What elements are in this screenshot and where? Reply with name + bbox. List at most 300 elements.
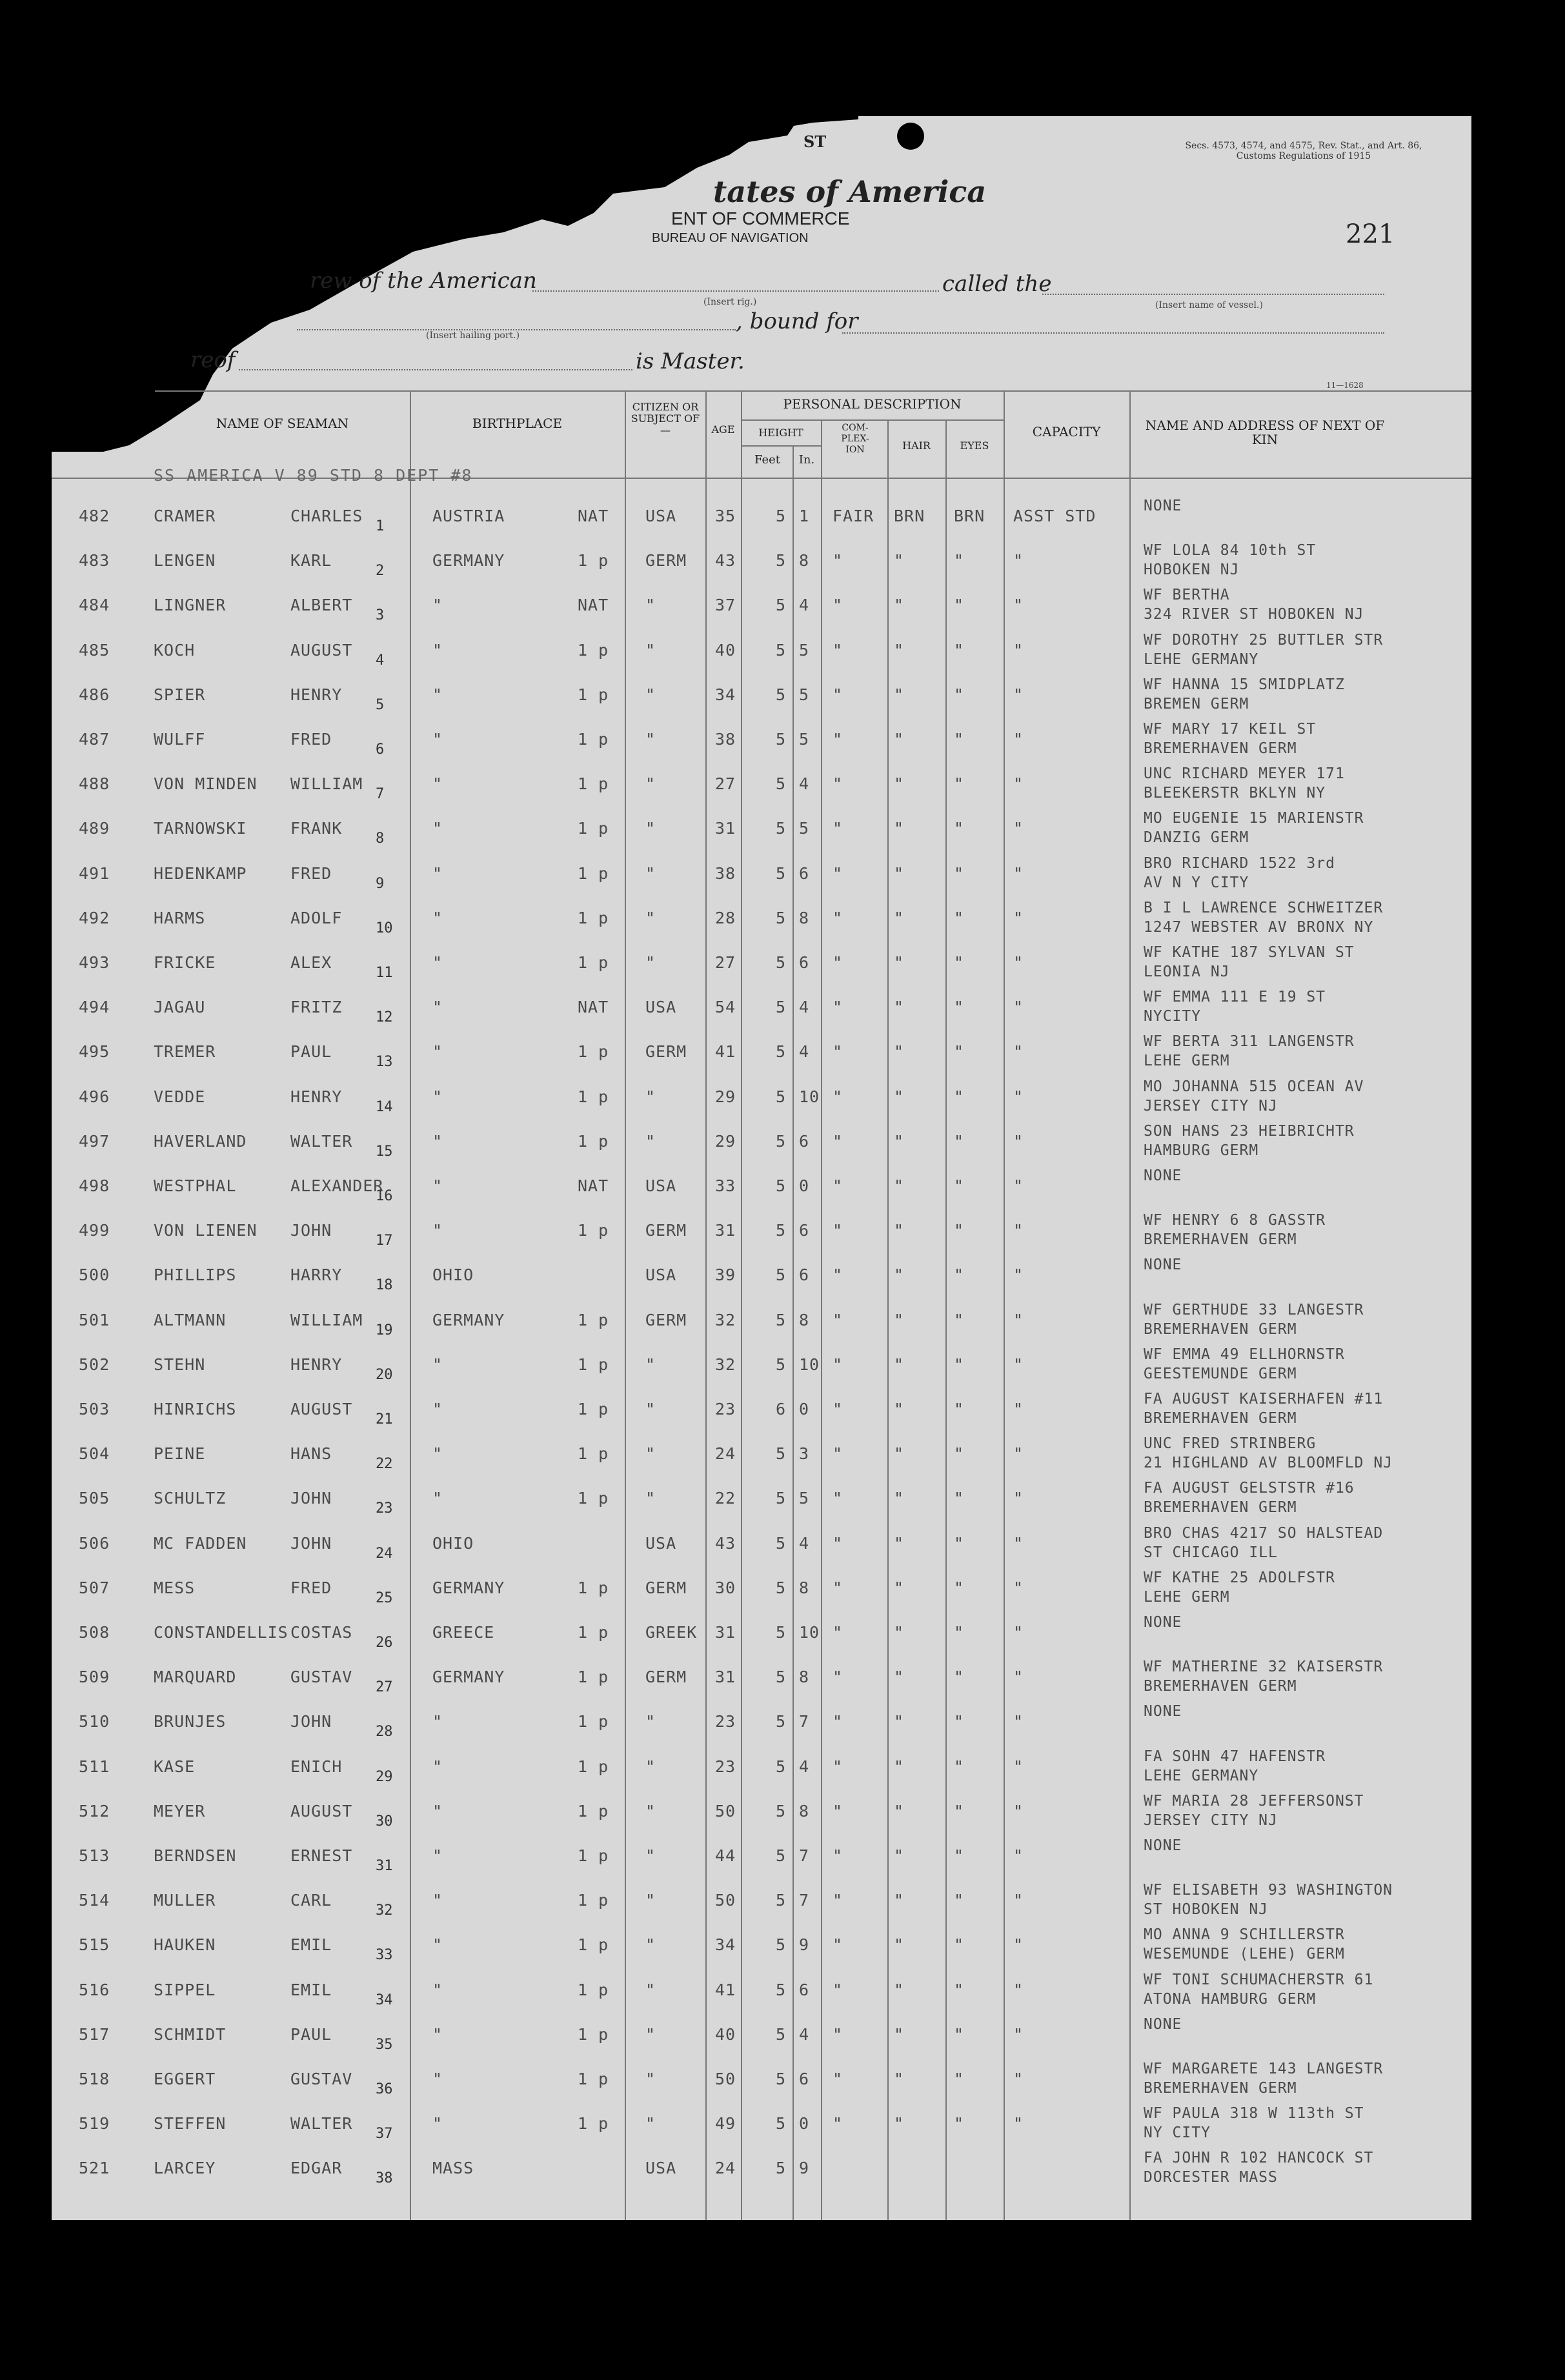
naturalization: 1 p (578, 640, 609, 660)
naturalization: 1 p (578, 1980, 609, 1999)
height-feet: 5 (776, 2114, 787, 2133)
seaman-list-number: 489 (79, 819, 110, 838)
seaman-given-name: HARRY (290, 1266, 343, 1285)
seaman-list-number: 500 (79, 1266, 110, 1285)
naturalization: 1 p (578, 1891, 609, 1910)
seaman-given-name: ENICH (290, 1757, 343, 1776)
complexion: " (833, 1623, 843, 1642)
seaman-list-number: 521 (79, 2159, 110, 2178)
capacity: " (1013, 1980, 1024, 1999)
seaman-given-name: EMIL (290, 1935, 332, 1955)
naturalization: 1 p (578, 1801, 609, 1820)
complexion: " (833, 1400, 843, 1418)
complexion: FAIR (833, 507, 874, 525)
seaman-given-name: ALEX (290, 953, 332, 972)
eye-color: " (954, 1444, 965, 1464)
row-line-number: 14 (376, 1098, 393, 1115)
seaman-surname: WESTPHAL (154, 1176, 237, 1195)
hair-color: " (894, 685, 905, 704)
complexion: " (833, 596, 843, 615)
height-feet: 5 (776, 774, 787, 794)
seaman-list-number: 484 (79, 596, 110, 615)
citizenship: " (645, 2114, 656, 2133)
age: 24 (715, 2159, 736, 2178)
citizenship: " (645, 1355, 656, 1374)
naturalization: 1 p (578, 953, 609, 972)
next-of-kin-address: AV N Y CITY (1144, 874, 1249, 891)
eye-color: " (954, 998, 965, 1017)
next-of-kin-name: SON HANS 23 HEIBRICHTR (1144, 1122, 1355, 1140)
hair-color: " (894, 1757, 905, 1776)
col-divider-height (821, 419, 822, 2220)
citizenship: GERM (645, 1310, 687, 1329)
capacity: " (1013, 1623, 1024, 1642)
height-inches: 8 (799, 908, 810, 927)
naturalization: 1 p (578, 730, 609, 749)
seaman-list-number: 493 (79, 953, 110, 972)
seaman-surname: VON MINDEN (154, 774, 257, 794)
seaman-surname: FRICKE (154, 953, 216, 972)
row-line-number: 2 (376, 563, 385, 580)
complexion: " (833, 819, 843, 838)
complexion: " (833, 1668, 843, 1687)
age: 31 (715, 819, 736, 838)
capacity: " (1013, 998, 1024, 1017)
capacity: " (1013, 1444, 1024, 1464)
next-of-kin-name: WF MARIA 28 JEFFERSONST (1144, 1792, 1364, 1810)
eye-color: " (954, 596, 965, 615)
height-inches: 6 (799, 953, 810, 972)
capacity: " (1013, 730, 1024, 749)
naturalization: 1 p (578, 774, 609, 794)
next-of-kin-name: WF KATHE 187 SYLVAN ST (1144, 944, 1355, 961)
col-divider-eyes (1004, 390, 1005, 2220)
citizenship: " (645, 640, 656, 660)
citizenship: " (645, 863, 656, 883)
insert-vessel-caption: (Insert name of vessel.) (1155, 300, 1263, 310)
height-feet: 5 (776, 1935, 787, 1955)
age: 38 (715, 863, 736, 883)
row-line-number: 1 (376, 518, 385, 534)
complexion: " (833, 730, 843, 749)
hair-color: " (894, 908, 905, 927)
height-inches: 8 (799, 1578, 810, 1597)
seaman-surname: VON LIENEN (154, 1221, 257, 1240)
seaman-surname: HAUKEN (154, 1935, 216, 1955)
seaman-given-name: PAUL (290, 1042, 332, 1062)
capacity: " (1013, 1489, 1024, 1508)
complexion: " (833, 1042, 843, 1062)
citizenship: " (645, 1087, 656, 1106)
height-inches: 5 (799, 819, 810, 838)
naturalization: 1 p (578, 1935, 609, 1955)
row-line-number: 15 (376, 1143, 393, 1160)
personal-desc-rule (741, 419, 1004, 421)
row-line-number: 4 (376, 652, 385, 669)
eye-color: " (954, 2114, 965, 2133)
complexion: " (833, 1266, 843, 1285)
hair-color: " (894, 2024, 905, 2044)
capacity: " (1013, 1801, 1024, 1820)
height-inches: 9 (799, 2159, 810, 2178)
citizenship: " (645, 1846, 656, 1865)
next-of-kin-address: DORCESTER MASS (1144, 2169, 1278, 2186)
next-of-kin-name: WF ELISABETH 93 WASHINGTON (1144, 1882, 1393, 1899)
seaman-surname: KOCH (154, 640, 196, 660)
height-inches: 8 (799, 1310, 810, 1329)
master-blank (239, 369, 632, 370)
height-inches: 10 (799, 1355, 820, 1374)
eye-color: " (954, 1623, 965, 1642)
birthplace: OHIO (432, 1266, 474, 1285)
seaman-surname: TARNOWSKI (154, 819, 247, 838)
citizenship: " (645, 1444, 656, 1464)
birthplace: " (432, 1846, 443, 1865)
hair-color: " (894, 1444, 905, 1464)
capacity: " (1013, 2114, 1024, 2133)
col-divider-feet (793, 445, 794, 2220)
eye-color: " (954, 1980, 965, 1999)
seaman-given-name: FRED (290, 863, 332, 883)
citizenship: GERM (645, 551, 687, 570)
height-feet: 5 (776, 1355, 787, 1374)
seaman-surname: HEDENKAMP (154, 863, 247, 883)
naturalization: 1 p (578, 1400, 609, 1418)
row-line-number: 16 (376, 1188, 393, 1204)
capacity: " (1013, 1355, 1024, 1374)
row-line-number: 19 (376, 1322, 393, 1338)
age: 38 (715, 730, 736, 749)
vessel-blank (1042, 294, 1384, 295)
seaman-surname: LARCEY (154, 2159, 216, 2178)
citizenship: " (645, 1935, 656, 1955)
seaman-list-number: 516 (79, 1980, 110, 1999)
seaman-list-number: 491 (79, 863, 110, 883)
col-header-hair: HAIR (902, 439, 931, 452)
next-of-kin-address: LEHE GERM (1144, 1053, 1230, 1070)
naturalization: 1 p (578, 1310, 609, 1329)
age: 27 (715, 774, 736, 794)
birthplace: " (432, 1355, 443, 1374)
row-line-number: 12 (376, 1009, 393, 1026)
seaman-list-number: 497 (79, 1131, 110, 1151)
form-title: tates of America (713, 174, 987, 209)
age: 23 (715, 1400, 736, 1418)
height-feet: 5 (776, 819, 787, 838)
seaman-surname: JAGAU (154, 998, 206, 1017)
next-of-kin-address: LEHE GERM (1144, 1588, 1230, 1606)
height-feet: 5 (776, 1176, 787, 1195)
seaman-list-number: 518 (79, 2070, 110, 2088)
next-of-kin-name: WF EMMA 111 E 19 ST (1144, 989, 1326, 1006)
capacity: " (1013, 1087, 1024, 1106)
seaman-given-name: HENRY (290, 685, 343, 704)
height-feet: 5 (776, 1757, 787, 1776)
seaman-surname: EGGERT (154, 2070, 216, 2088)
age: 28 (715, 908, 736, 927)
eye-color: " (954, 1712, 965, 1731)
table-top-rule (155, 390, 1471, 392)
age: 29 (715, 1087, 736, 1106)
seaman-surname: SCHULTZ (154, 1489, 227, 1508)
eye-color: " (954, 2070, 965, 2088)
next-of-kin-address: JERSEY CITY NJ (1144, 1097, 1278, 1114)
seaman-given-name: ADOLF (290, 908, 343, 927)
age: 40 (715, 2024, 736, 2044)
height-inches: 9 (799, 1935, 810, 1955)
hair-color: " (894, 863, 905, 883)
seaman-surname: PEINE (154, 1444, 206, 1464)
height-feet: 5 (776, 1801, 787, 1820)
capacity: " (1013, 1221, 1024, 1240)
naturalization: 1 p (578, 1087, 609, 1106)
seaman-list-number: 517 (79, 2024, 110, 2044)
naturalization: 1 p (578, 685, 609, 704)
birthplace: " (432, 908, 443, 927)
height-feet: 5 (776, 1623, 787, 1642)
height-feet: 5 (776, 596, 787, 615)
birthplace: " (432, 819, 443, 838)
seaman-list-number: 482 (79, 507, 110, 525)
height-inches: 0 (799, 2114, 810, 2133)
naturalization: 1 p (578, 1355, 609, 1374)
citizenship: " (645, 596, 656, 615)
eye-color: " (954, 774, 965, 794)
naturalization: 1 p (578, 1712, 609, 1731)
hair-color: " (894, 2070, 905, 2088)
row-line-number: 9 (376, 875, 385, 892)
naturalization: 1 p (578, 1489, 609, 1508)
complexion: " (833, 1355, 843, 1374)
citizenship: " (645, 730, 656, 749)
capacity: " (1013, 1042, 1024, 1062)
seaman-list-number: 507 (79, 1578, 110, 1597)
next-of-kin-address: WESEMUNDE (LEHE) GERM (1144, 1946, 1345, 1963)
seaman-surname: HAVERLAND (154, 1131, 247, 1151)
complexion: " (833, 1131, 843, 1151)
seaman-given-name: KARL (290, 551, 332, 570)
next-of-kin-name: WF GERTHUDE 33 LANGESTR (1144, 1301, 1364, 1318)
capacity: " (1013, 908, 1024, 927)
row-line-number: 36 (376, 2081, 393, 2097)
height-inches: 4 (799, 1042, 810, 1062)
next-of-kin-name: BRO RICHARD 1522 3rd (1144, 854, 1335, 872)
seaman-given-name: AUGUST (290, 1400, 353, 1418)
seaman-surname: BERNDSEN (154, 1846, 237, 1865)
hair-color: " (894, 730, 905, 749)
seaman-surname: MEYER (154, 1801, 206, 1820)
next-of-kin-name: NONE (1144, 1837, 1182, 1854)
birthplace: " (432, 774, 443, 794)
height-inches: 5 (799, 730, 810, 749)
eye-color: " (954, 1176, 965, 1195)
birthplace: GERMANY (432, 1578, 505, 1597)
next-of-kin-address: BREMERHAVEN GERM (1144, 1499, 1297, 1517)
complexion: " (833, 998, 843, 1017)
complexion: " (833, 1846, 843, 1865)
eye-color: " (954, 819, 965, 838)
row-line-number: 20 (376, 1366, 393, 1383)
height-inches: 1 (799, 507, 810, 525)
next-of-kin-name: WF MARY 17 KEIL ST (1144, 721, 1317, 738)
height-inches: 6 (799, 1980, 810, 1999)
seaman-list-number: 485 (79, 640, 110, 660)
next-of-kin-address: BLEEKERSTR BKLYN NY (1144, 785, 1326, 802)
height-rule (741, 445, 821, 447)
seaman-given-name: ERNEST (290, 1846, 353, 1865)
age: 34 (715, 685, 736, 704)
next-of-kin-address: LEONIA NJ (1144, 963, 1230, 980)
row-line-number: 26 (376, 1635, 393, 1651)
age: 31 (715, 1623, 736, 1642)
next-of-kin-name: B I L LAWRENCE SCHWEITZER (1144, 899, 1384, 916)
complexion: " (833, 2070, 843, 2088)
height-feet: 5 (776, 1489, 787, 1508)
seaman-surname: MESS (154, 1578, 196, 1597)
naturalization: 1 p (578, 1131, 609, 1151)
age: 50 (715, 1801, 736, 1820)
hair-color: " (894, 1668, 905, 1687)
seaman-given-name: JOHN (290, 1533, 332, 1553)
row-line-number: 37 (376, 2126, 393, 2143)
height-feet: 5 (776, 685, 787, 704)
seaman-surname: SIPPEL (154, 1980, 216, 1999)
complexion: " (833, 1310, 843, 1329)
capacity: " (1013, 685, 1024, 704)
eye-color: " (954, 1310, 965, 1329)
next-of-kin-name: WF LOLA 84 10th ST (1144, 542, 1317, 560)
seaman-surname: PHILLIPS (154, 1266, 237, 1285)
age: 32 (715, 1355, 736, 1374)
form-number: 11—1628 (1326, 381, 1364, 390)
next-of-kin-name: WF BERTA 311 LANGENSTR (1144, 1033, 1355, 1051)
eye-color: " (954, 1042, 965, 1062)
seaman-given-name: GUSTAV (290, 2070, 353, 2088)
row-line-number: 22 (376, 1456, 393, 1473)
col-divider-citizen (705, 390, 707, 2220)
seaman-list-number: 512 (79, 1801, 110, 1820)
next-of-kin-address: HAMBURG GERM (1144, 1142, 1259, 1159)
eye-color: " (954, 1578, 965, 1597)
capacity: " (1013, 1176, 1024, 1195)
birthplace: GERMANY (432, 1310, 505, 1329)
naturalization: NAT (578, 507, 609, 525)
citizenship: GERM (645, 1042, 687, 1062)
seaman-list-number: 495 (79, 1042, 110, 1062)
citizenship: USA (645, 1533, 677, 1553)
hair-color: " (894, 953, 905, 972)
naturalization: 1 p (578, 819, 609, 838)
whereof-label: reof (190, 347, 236, 373)
birthplace: " (432, 596, 443, 615)
birthplace: " (432, 1087, 443, 1106)
citizenship: " (645, 1980, 656, 1999)
complexion: " (833, 1980, 843, 1999)
row-line-number: 13 (376, 1054, 393, 1071)
hair-color: " (894, 1355, 905, 1374)
capacity: " (1013, 1668, 1024, 1687)
naturalization: NAT (578, 596, 609, 615)
seaman-surname: MC FADDEN (154, 1533, 247, 1553)
naturalization: 1 p (578, 1623, 609, 1642)
birthplace: AUSTRIA (432, 507, 505, 525)
naturalization: 1 p (578, 1846, 609, 1865)
complexion: " (833, 1935, 843, 1955)
capacity: " (1013, 953, 1024, 972)
citizenship: " (645, 685, 656, 704)
citizenship: GERM (645, 1221, 687, 1240)
capacity: " (1013, 1131, 1024, 1151)
birthplace: GERMANY (432, 1668, 505, 1687)
citizenship: " (645, 908, 656, 927)
row-line-number: 8 (376, 831, 385, 847)
next-of-kin-name: NONE (1144, 2015, 1182, 2033)
hair-color: " (894, 551, 905, 570)
capacity: " (1013, 551, 1024, 570)
next-of-kin-name: WF MARGARETE 143 LANGESTR (1144, 2061, 1384, 2077)
complexion: " (833, 2024, 843, 2044)
seaman-surname: SPIER (154, 685, 206, 704)
next-of-kin-name: WF MATHERINE 32 KAISERSTR (1144, 1659, 1384, 1676)
age: 34 (715, 1935, 736, 1955)
row-line-number: 10 (376, 920, 393, 936)
naturalization: 1 p (578, 2024, 609, 2044)
next-of-kin-address: HOBOKEN NJ (1144, 561, 1240, 579)
seaman-given-name: ALBERT (290, 596, 353, 615)
next-of-kin-address: BREMERHAVEN GERM (1144, 1231, 1297, 1249)
citizenship: USA (645, 507, 677, 525)
height-inches: 6 (799, 1221, 810, 1240)
next-of-kin-name: NONE (1144, 1256, 1182, 1274)
height-inches: 5 (799, 685, 810, 704)
hair-color: " (894, 1266, 905, 1285)
next-of-kin-name: WF BERTHA (1144, 587, 1230, 604)
seaman-list-number: 504 (79, 1444, 110, 1464)
col-header-inches: In. (798, 453, 815, 467)
height-inches: 10 (799, 1087, 820, 1106)
capacity: ASST STD (1013, 507, 1096, 525)
next-of-kin-name: UNC RICHARD MEYER 171 (1144, 765, 1345, 783)
row-line-number: 33 (376, 1947, 393, 1964)
seaman-surname: HINRICHS (154, 1400, 237, 1418)
seaman-list-number: 511 (79, 1757, 110, 1776)
seaman-list-number: 487 (79, 730, 110, 749)
seaman-list-number: 519 (79, 2114, 110, 2133)
hair-color: " (894, 640, 905, 660)
next-of-kin-name: NONE (1144, 1703, 1182, 1720)
seaman-given-name: PAUL (290, 2024, 332, 2044)
next-of-kin-name: FA AUGUST GELSTSTR #16 (1144, 1480, 1355, 1497)
birthplace: " (432, 1801, 443, 1820)
eye-color: " (954, 1400, 965, 1418)
age: 31 (715, 1668, 736, 1687)
next-of-kin-address: GEESTEMUNDE GERM (1144, 1365, 1297, 1382)
height-feet: 5 (776, 1444, 787, 1464)
naturalization: 1 p (578, 1668, 609, 1687)
is-master-label: is Master. (636, 348, 745, 374)
col-header-name: NAME OF SEAMAN (216, 416, 349, 431)
height-inches: 6 (799, 1266, 810, 1285)
seaman-surname: SCHMIDT (154, 2024, 227, 2044)
height-feet: 5 (776, 1131, 787, 1151)
age: 23 (715, 1757, 736, 1776)
birthplace: " (432, 998, 443, 1017)
insert-rig-caption: (Insert rig.) (703, 297, 757, 307)
height-feet: 5 (776, 730, 787, 749)
age: 30 (715, 1578, 736, 1597)
row-line-number: 5 (376, 696, 385, 713)
eye-color: " (954, 1266, 965, 1285)
